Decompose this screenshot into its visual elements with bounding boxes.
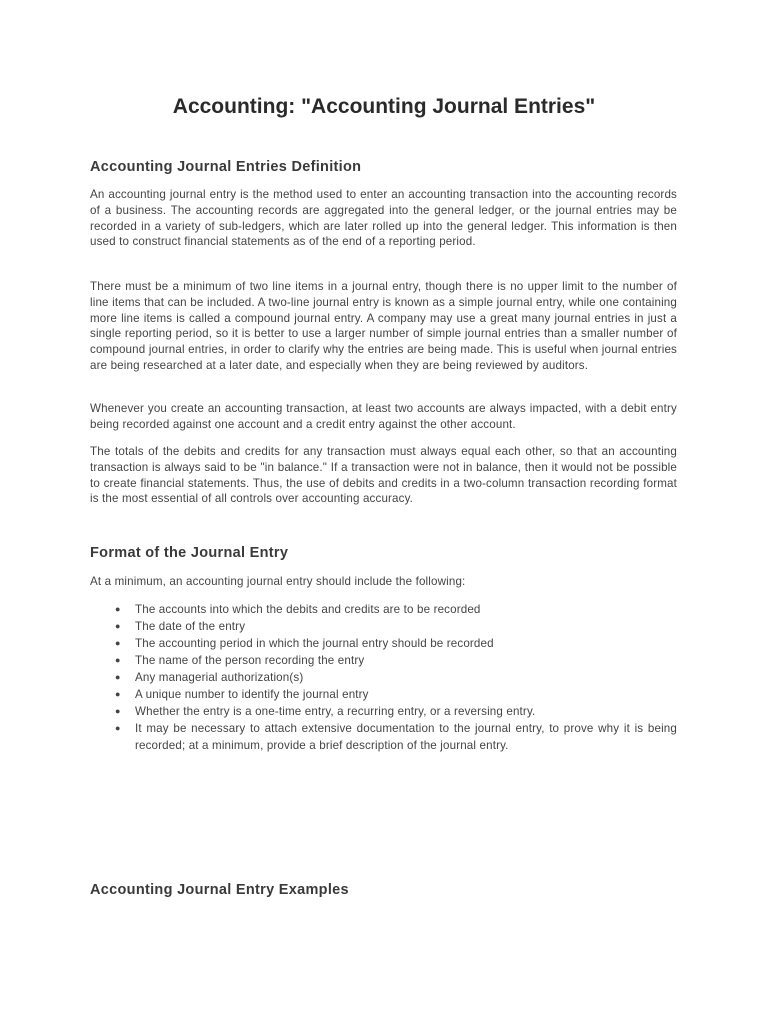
list-item-text: Any managerial authorization(s) <box>135 671 304 684</box>
bullet-icon: ● <box>115 638 121 648</box>
bullet-icon: ● <box>115 689 121 699</box>
section-heading-definition: Accounting Journal Entries Definition <box>90 159 362 175</box>
list-item <box>90 601 677 618</box>
list-item-text: The accounts into which the debits and credits are to be recorded <box>135 603 481 616</box>
format-intro-paragraph: At a minimum, an accounting journal entry should include the following: <box>90 575 466 588</box>
bullet-icon: ● <box>115 604 121 614</box>
list-item-text: The accounting period in which the journal entry should be recorded <box>135 637 494 650</box>
definition-paragraph-3: Whenever you create an accounting transaction, at least two accounts are always impacted, with a debit entry being recorded against one account and a credit entry against the other account. <box>90 402 677 431</box>
list-item-text: The date of the entry <box>135 620 246 633</box>
definition-paragraph-2: There must be a minimum of two line items in a journal entry, though there is no upper limit to the number of line items that can be included. A two-line journal entry is known as a simple journal entry, while one containing more line items is called a compound journal entry. A company may use a great many journal entries in just a single reporting period, so it is better to use a larger number of simple journal entries than a smaller number of compound journal entries, in order to clarify why the entries are being made. This is useful when journal entries are being researched at a later date, and especially when they are being reviewed by auditors. <box>90 280 677 372</box>
list-item <box>90 720 677 754</box>
list-item <box>90 669 677 686</box>
definition-paragraph-4: The totals of the debits and credits for any transaction must always equal each other, so that an accounting transaction is always said to be "in balance." If a transaction were not in balance, then it would not be possible to create financial statements. Thus, the use of debits and credits in a two-column transaction recording format is the most essential of all controls over accounting accuracy. <box>90 445 677 506</box>
list-item <box>90 686 677 703</box>
bullet-icon: ● <box>115 706 121 716</box>
bullet-icon: ● <box>115 723 121 733</box>
list-item-text: A unique number to identify the journal entry <box>135 688 369 701</box>
definition-paragraph-1: An accounting journal entry is the method used to enter an accounting transaction into the accounting records of a business. The accounting records are aggregated into the general ledger, or the journal entries may be recorded in a variety of sub-ledgers, which are later rolled up into the general ledger. This information is then used to construct financial statements as of the end of a reporting period. <box>90 188 677 249</box>
section-heading-examples: Accounting Journal Entry Examples <box>90 882 349 898</box>
list-item <box>90 703 677 720</box>
bullet-icon: ● <box>115 621 121 631</box>
format-bullet-list <box>90 601 677 754</box>
list-item-text: It may be necessary to attach extensive documentation to the journal entry, to prove why it is being recorded; at a minimum, provide a brief description of the journal entry. <box>135 722 677 752</box>
list-item-text: Whether the entry is a one-time entry, a recurring entry, or a reversing entry. <box>135 705 536 718</box>
bullet-icon: ● <box>115 655 121 665</box>
list-item <box>90 618 677 635</box>
document-title: Accounting: "Accounting Journal Entries" <box>172 95 596 118</box>
section-heading-format: Format of the Journal Entry <box>90 545 289 561</box>
list-item-text: The name of the person recording the entry <box>135 654 365 667</box>
list-item <box>90 652 677 669</box>
bullet-icon: ● <box>115 672 121 682</box>
list-item <box>90 635 677 652</box>
